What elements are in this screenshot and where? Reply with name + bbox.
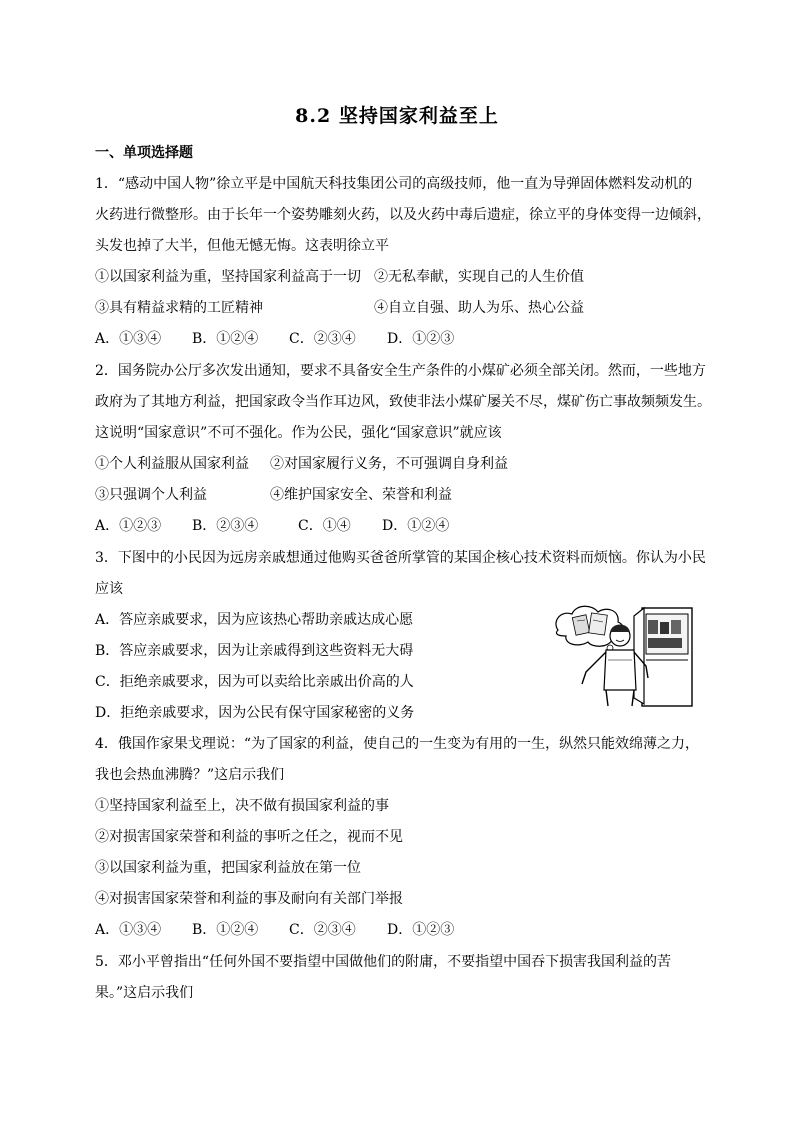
q4-option-d: D．①②③ <box>387 922 455 938</box>
q3-option-d: D．拒绝亲戚要求，因为公民有保守国家秘密的义务 <box>95 705 415 721</box>
q4-statement-3: ③以国家利益为重，把国家利益放在第一位 <box>95 860 361 876</box>
page-title: 8.2 坚持国家利益至上 <box>295 105 499 127</box>
q3-stem-line-2: 应该 <box>95 581 123 597</box>
q3-option-c: C．拒绝亲戚要求，因为可以卖给比亲戚出价高的人 <box>95 674 414 690</box>
q3-stem-line-1: 3．下图中的小民因为远房亲戚想通过他购买爸爸所掌管的某国企核心技术资料而烦恼。你认为小民 <box>95 550 706 566</box>
q1-statement-4: ④自立自强、助人为乐、热心公益 <box>374 300 584 316</box>
q1-statement-3: ③具有精益求精的工匠精神 <box>95 300 263 316</box>
q2-option-c: C．①④ <box>298 518 351 534</box>
q2-option-b: B．②③④ <box>192 518 259 534</box>
q3-option-a: A．答应亲戚要求，因为应该热心帮助亲戚达成心愿 <box>95 612 414 628</box>
q4-option-a: A．①③④ <box>95 922 162 938</box>
q4-stem-line-2: 我也会热血沸腾？”这启示我们 <box>95 767 285 783</box>
q2-stem-line-2: 政府为了其地方利益，把国家政令当作耳边风，致使非法小煤矿屡关不尽，煤矿伤亡事故频频发生。 <box>95 394 711 410</box>
q1-stem-line-3: 头发也掉了大半，但他无憾无悔。这表明徐立平 <box>95 238 389 254</box>
q2-statement-2: ②对国家履行义务，不可强调自身利益 <box>270 456 508 472</box>
q5-stem-line-1: 5．邓小平曾指出“任何外国不要指望中国做他们的附庸，不要指望中国吞下损害我国利益的苦 <box>95 954 672 970</box>
q2-option-a: A．①②③ <box>95 518 162 534</box>
q2-statement-3: ③只强调个人利益 <box>95 487 207 503</box>
q2-option-d: D．①②④ <box>382 518 450 534</box>
q1-option-b: B．①②④ <box>192 331 259 347</box>
q1-statement-2: ②无私奉献，实现自己的人生价值 <box>374 269 584 285</box>
q1-statement-1: ①以国家利益为重，坚持国家利益高于一切 <box>95 269 361 285</box>
q3-option-b: B．答应亲戚要求，因为让亲戚得到这些资料无大碍 <box>95 643 414 659</box>
illustration-boy-with-safe <box>548 600 698 708</box>
q1-option-c: C．②③④ <box>289 331 356 347</box>
q1-stem-line-1: 1．“感动中国人物”徐立平是中国航天科技集团公司的高级技师，他一直为导弹固体燃料发动机的 <box>95 176 693 192</box>
q4-statement-2: ②对损害国家荣誉和利益的事听之任之，视而不见 <box>95 829 403 845</box>
q2-stem-line-3: 这说明“国家意识”不可不强化。作为公民，强化“国家意识”就应该 <box>95 425 502 441</box>
section-heading: 一、单项选择题 <box>95 145 193 161</box>
q5-stem-line-2: 果。”这启示我们 <box>95 985 194 1001</box>
q4-statement-4: ④对损害国家荣誉和利益的事及耐向有关部门举报 <box>95 891 403 907</box>
q4-statement-1: ①坚持国家利益至上，决不做有损国家利益的事 <box>95 798 389 814</box>
q1-option-d: D．①②③ <box>387 331 455 347</box>
q2-statement-4: ④维护国家安全、荣誉和利益 <box>270 487 452 503</box>
q2-stem-line-1: 2．国务院办公厅多次发出通知，要求不具备安全生产条件的小煤矿必须全部关闭。然而，一些地方 <box>95 363 706 379</box>
q4-stem-line-1: 4．俄国作家果戈理说：“为了国家的利益，使自己的一生变为有用的一生，纵然只能效绵薄之力， <box>95 736 700 752</box>
q1-stem-line-2: 火药进行微整形。由于长年一个姿势雕刻火药，以及火药中毒后遗症，徐立平的身体变得一边倾斜， <box>95 207 711 223</box>
q4-option-b: B．①②④ <box>192 922 259 938</box>
q1-option-a: A．①③④ <box>95 331 162 347</box>
q2-statement-1: ①个人利益服从国家利益 <box>95 456 249 472</box>
q4-option-c: C．②③④ <box>289 922 356 938</box>
